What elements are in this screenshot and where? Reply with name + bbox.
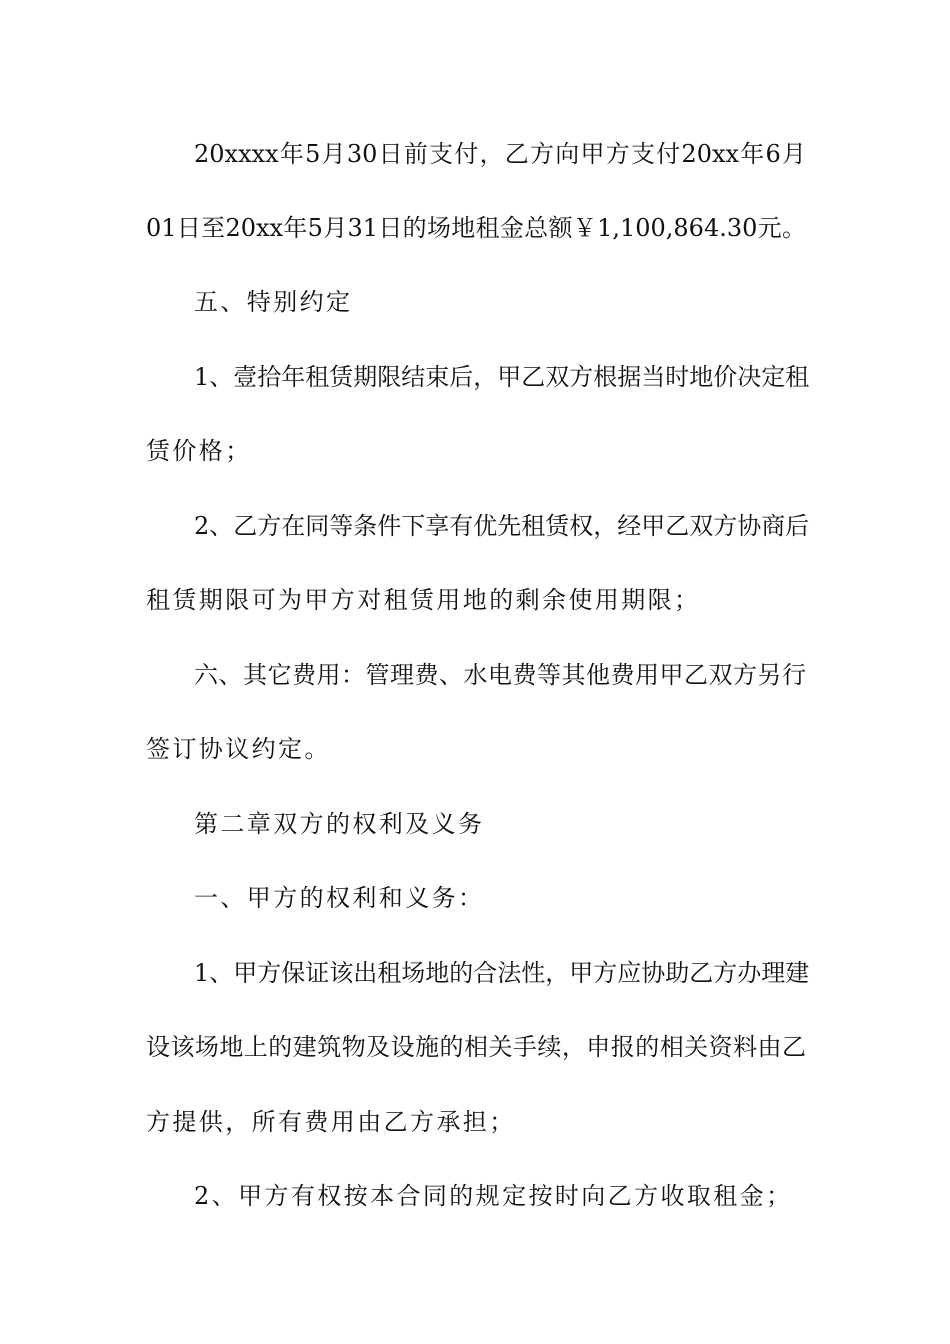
paragraph-line: 2、乙方在同等条件下享有优先租赁权，经甲乙双方协商后: [194, 512, 810, 540]
paragraph-line: 方提供，所有费用由乙方承担；: [146, 1108, 516, 1136]
paragraph-line: 1、壹拾年租赁期限结束后，甲乙双方根据当时地价决定租: [194, 363, 810, 391]
paragraph-line: 20xxxx年5月30日前支付，乙方向甲方支付20xx年6月: [194, 140, 806, 168]
paragraph-line: 1、甲方保证该出租场地的合法性，甲方应协助乙方办理建: [194, 959, 810, 987]
paragraph-line: 六、其它费用：管理费、水电费等其他费用甲乙双方另行: [194, 661, 806, 689]
paragraph-line: 2、甲方有权按本合同的规定按时向乙方收取租金；: [194, 1182, 793, 1210]
paragraph-line: 赁价格；: [146, 437, 252, 465]
section-heading: 五、特别约定: [194, 288, 353, 316]
chapter-heading: 第二章双方的权利及义务: [194, 810, 485, 838]
paragraph-line: 01日至20xx年5月31日的场地租金总额￥1,100,864.30元。: [146, 214, 806, 242]
paragraph-line: 设该场地上的建筑物及设施的相关手续，申报的相关资料由乙: [146, 1033, 806, 1061]
paragraph-line: 租赁期限可为甲方对租赁用地的剩余使用期限；: [146, 586, 701, 614]
section-heading: 一、甲方的权利和义务：: [194, 884, 485, 912]
paragraph-line: 签订协议约定。: [146, 735, 331, 763]
